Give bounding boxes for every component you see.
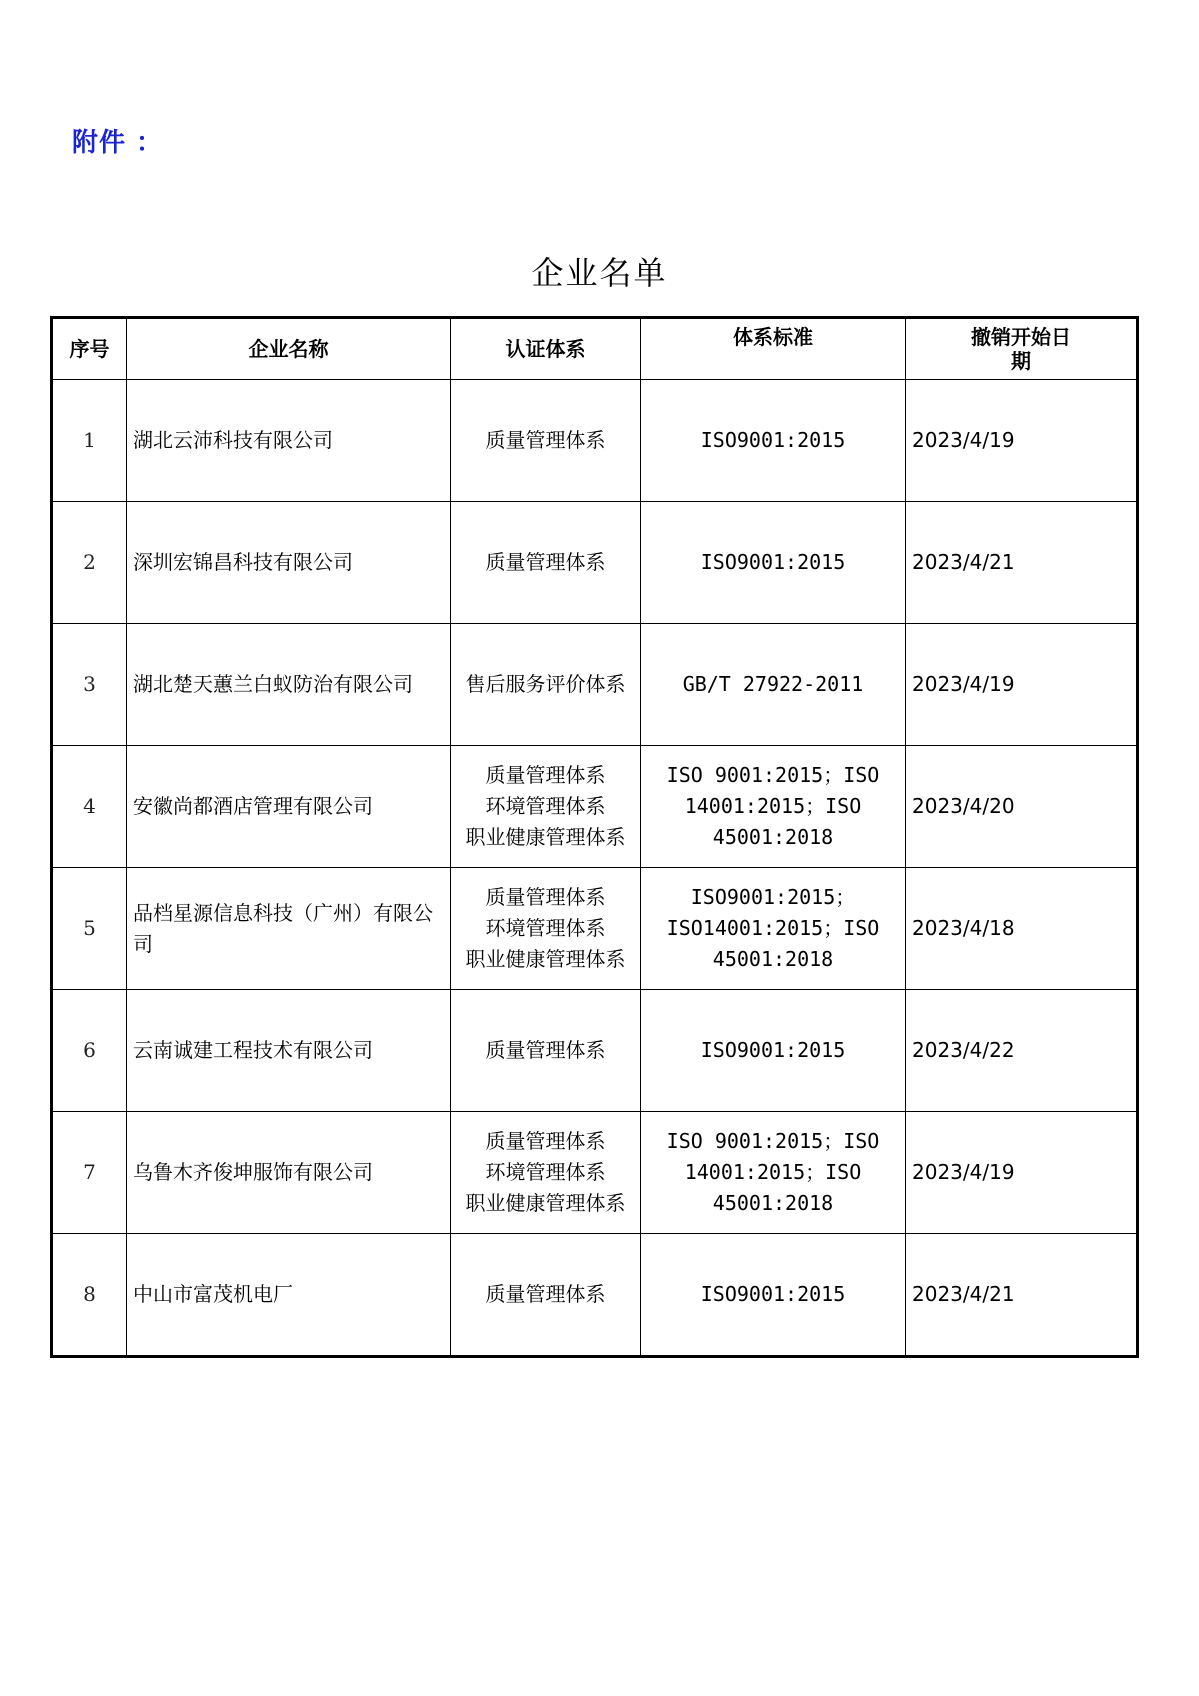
cell-no: 3: [52, 624, 127, 746]
standard-line: ISO 9001:2015；ISO: [666, 1129, 880, 1153]
table-row: [52, 1234, 1138, 1357]
standard-line: ISO9001:2015: [700, 1282, 846, 1306]
cell-company-name: 深圳宏锦昌科技有限公司: [127, 502, 451, 624]
cell-no: 4: [52, 746, 127, 868]
standard-line: ISO9001:2015；: [690, 885, 856, 909]
system-line: 质量管理体系: [485, 428, 606, 452]
cell-no: 6: [52, 990, 127, 1112]
standard-line: ISO9001:2015: [700, 428, 846, 452]
standard-line: GB/T 27922-2011: [682, 672, 864, 696]
system-line: 职业健康管理体系: [465, 947, 626, 971]
cell-revoke-date: 2023/4/18: [906, 868, 1138, 990]
cell-system: [451, 624, 641, 746]
cell-company-name: 湖北云沛科技有限公司: [127, 380, 451, 502]
header-system: 认证体系: [451, 318, 641, 380]
system-line: 质量管理体系: [485, 1282, 606, 1306]
cell-no: 7: [52, 1112, 127, 1234]
cell-standard: [641, 1112, 906, 1234]
cell-revoke-date: 2023/4/19: [906, 1112, 1138, 1234]
header-name: 企业名称: [127, 318, 451, 380]
system-line: 环境管理体系: [485, 1160, 606, 1184]
company-table: [50, 316, 1139, 1358]
table-row: [52, 990, 1138, 1112]
cell-company-name: 乌鲁木齐俊坤服饰有限公司: [127, 1112, 451, 1234]
table-row: [52, 1112, 1138, 1234]
cell-standard: [641, 1234, 906, 1357]
standard-line: ISO9001:2015: [700, 1038, 846, 1062]
cell-standard: [641, 624, 906, 746]
cell-system: [451, 1234, 641, 1357]
table-row: [52, 502, 1138, 624]
standard-line: 14001:2015；ISO: [684, 794, 862, 818]
cell-system: [451, 1112, 641, 1234]
cell-standard: [641, 380, 906, 502]
system-line: 质量管理体系: [485, 763, 606, 787]
cell-revoke-date: 2023/4/21: [906, 502, 1138, 624]
table-row: [52, 380, 1138, 502]
cell-no: 2: [52, 502, 127, 624]
standard-line: 45001:2018: [712, 1191, 834, 1215]
system-line: 职业健康管理体系: [465, 1191, 626, 1215]
cell-revoke-date: 2023/4/20: [906, 746, 1138, 868]
table-row: [52, 868, 1138, 990]
cell-company-name: 品档星源信息科技（广州）有限公司: [127, 868, 451, 990]
cell-company-name: 中山市富茂机电厂: [127, 1234, 451, 1357]
cell-revoke-date: 2023/4/22: [906, 990, 1138, 1112]
system-line: 质量管理体系: [485, 550, 606, 574]
page-title: 企业名单: [531, 254, 668, 292]
standard-line: 45001:2018: [712, 825, 834, 849]
header-revoke-date-text: 撤销开始日期: [971, 325, 1071, 373]
header-no: 序号: [52, 318, 127, 380]
cell-standard: [641, 990, 906, 1112]
cell-system: [451, 990, 641, 1112]
system-line: 质量管理体系: [485, 1038, 606, 1062]
standard-line: 14001:2015；ISO: [684, 1160, 862, 1184]
cell-system: [451, 746, 641, 868]
table-body: [52, 380, 1138, 1357]
cell-system: [451, 502, 641, 624]
system-line: 质量管理体系: [485, 1129, 606, 1153]
cell-no: 5: [52, 868, 127, 990]
standard-line: ISO9001:2015: [700, 550, 846, 574]
standard-line: ISO14001:2015；ISO: [666, 916, 880, 940]
cell-no: 8: [52, 1234, 127, 1357]
cell-no: 1: [52, 380, 127, 502]
cell-company-name: 湖北楚天蕙兰白蚁防治有限公司: [127, 624, 451, 746]
table-row: [52, 746, 1138, 868]
table-row: [52, 624, 1138, 746]
cell-standard: [641, 502, 906, 624]
system-line: 职业健康管理体系: [465, 825, 626, 849]
attachment-label: 附件 ：: [72, 128, 164, 158]
cell-revoke-date: 2023/4/19: [906, 380, 1138, 502]
system-line: 环境管理体系: [485, 794, 606, 818]
cell-standard: [641, 746, 906, 868]
cell-revoke-date: 2023/4/19: [906, 624, 1138, 746]
system-line: 售后服务评价体系: [465, 672, 626, 696]
cell-system: [451, 868, 641, 990]
table-header-row: [52, 318, 1138, 380]
system-line: 质量管理体系: [485, 885, 606, 909]
cell-standard: [641, 868, 906, 990]
cell-system: [451, 380, 641, 502]
header-standard: 体系标准: [641, 318, 906, 380]
standard-line: 45001:2018: [712, 947, 834, 971]
cell-company-name: 云南诚建工程技术有限公司: [127, 990, 451, 1112]
header-revoke-date: [906, 318, 1138, 380]
standard-line: ISO 9001:2015；ISO: [666, 763, 880, 787]
cell-revoke-date: 2023/4/21: [906, 1234, 1138, 1357]
cell-company-name: 安徽尚都酒店管理有限公司: [127, 746, 451, 868]
system-line: 环境管理体系: [485, 916, 606, 940]
